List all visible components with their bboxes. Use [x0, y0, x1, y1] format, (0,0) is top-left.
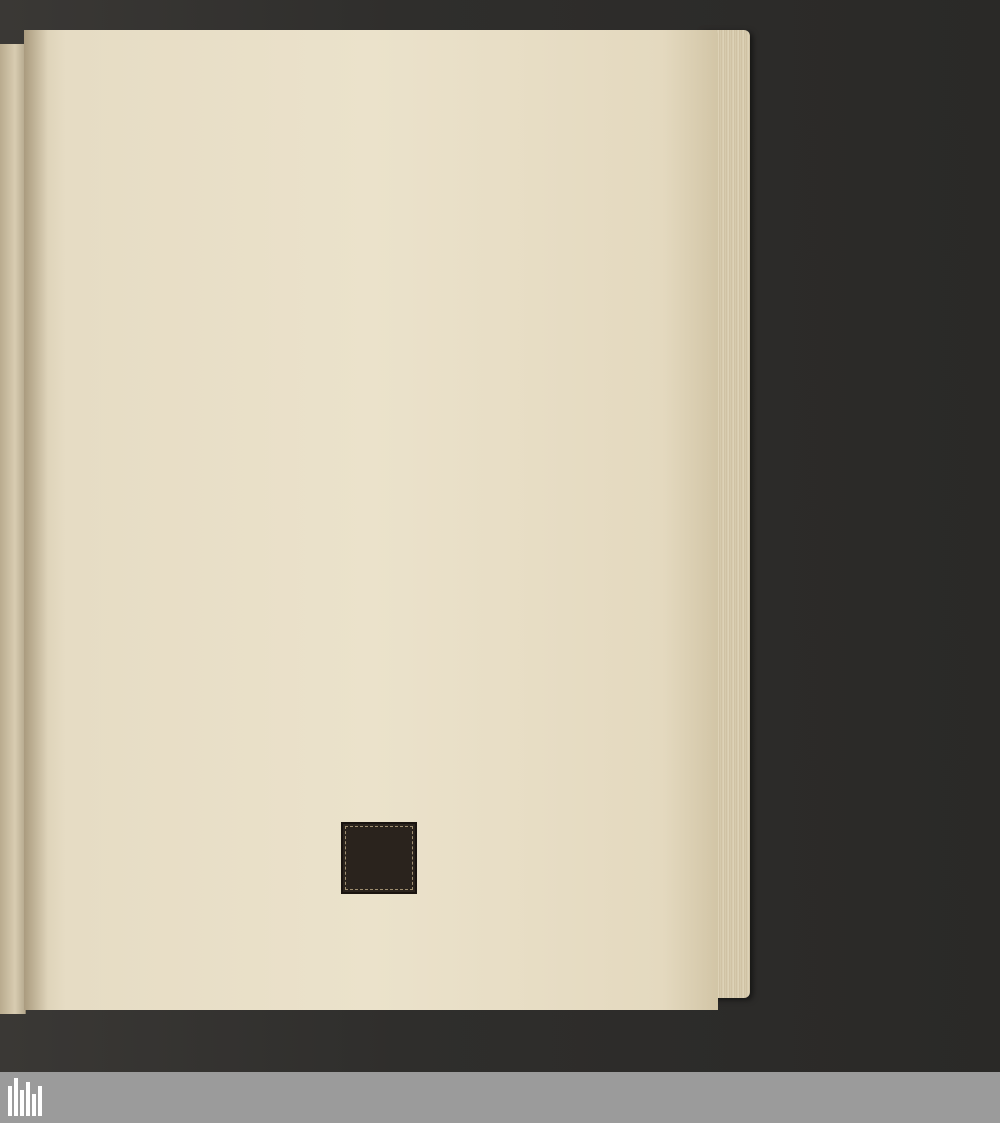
running-head: [176, 76, 646, 100]
library-footer: [0, 1072, 1000, 1123]
library-logo-icon: [8, 1078, 48, 1116]
left-page-edge: [0, 44, 26, 1014]
gutter-shadow: [24, 30, 48, 1010]
initial-letter: [349, 826, 413, 892]
decorated-initial: [341, 822, 417, 894]
